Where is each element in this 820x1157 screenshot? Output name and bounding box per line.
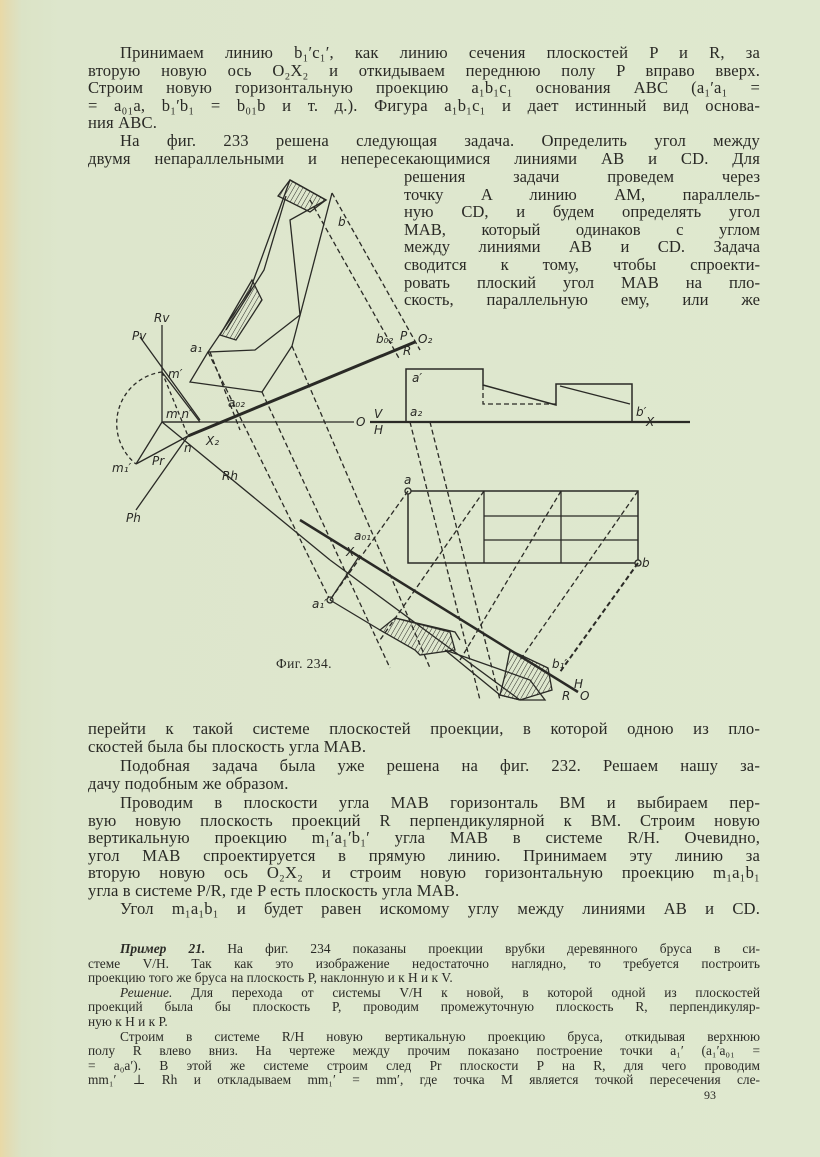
- label-H: H: [374, 423, 384, 437]
- example-title: Пример 21.: [120, 941, 206, 956]
- label-b02: b₀₂: [376, 332, 394, 346]
- figure-caption: Фиг. 234.: [276, 656, 332, 671]
- label-x-small: X: [346, 545, 355, 559]
- paragraph-5: [88, 900, 760, 918]
- text-line: полу R влево вниз. На чертеже между прочим показано построение точки a₁′ (a₁′a₀₁ =: [88, 1043, 760, 1059]
- solution-title: Решение.: [120, 984, 173, 1000]
- label-b1-prime: b₁′: [552, 657, 568, 671]
- text-line: Угол m₁a₁b₁ и будет равен искомому углу между линиями AB и CD.: [120, 899, 760, 918]
- label-Pv: Pv: [132, 329, 147, 343]
- text-line: ную к H и к P.: [88, 1013, 168, 1029]
- text-line: Проводим в плоскости угла MAB горизонталь BM и выбираем пер-: [120, 793, 760, 812]
- label-m1-prime: m₁′: [112, 461, 132, 475]
- paragraph-3: [88, 757, 760, 792]
- example-21: [88, 942, 760, 1088]
- text-line: решения задачи проведем через: [404, 167, 760, 186]
- text-line: ровать плоский угол MAB на пло-: [404, 272, 760, 292]
- label-n: n: [184, 441, 192, 455]
- text-line: MAB, который одинаков с углом: [404, 219, 760, 239]
- label-mn: m n′: [166, 407, 192, 421]
- label-P: P: [400, 329, 408, 343]
- text-line: На фиг. 233 решена следующая задача. Определить угол между: [120, 131, 760, 150]
- label-Ph: Ph: [126, 511, 141, 525]
- label-Rv: Rv: [154, 311, 170, 325]
- label-b-lower: b: [642, 556, 650, 570]
- text-line: = a₀₁a, b₁′b₁ = b₀₁b и т. д.). Фигура a₁b₁c₁ и дает истинный вид основа-: [88, 95, 760, 115]
- label-O: O: [356, 415, 366, 429]
- text-line: между линиями AB и CD. Задача: [404, 237, 760, 257]
- label-V: V: [374, 407, 383, 421]
- text-line: сводится к тому, чтобы спроекти-: [404, 254, 760, 274]
- label-a: a: [404, 473, 412, 487]
- text-line: Строим новую горизонтальную проекцию a₁b₁c₁ основания ABC (a₁′a₁ =: [88, 78, 760, 98]
- text-line: угол MAB спроектируется в прямую линию. Принимаем эту линию за: [88, 845, 760, 865]
- text-line: Строим в системе R/H новую вертикальную проекцию бруса, откидывая верхнюю: [120, 1028, 760, 1044]
- page-number: 93: [704, 1088, 716, 1102]
- label-b: b: [338, 215, 346, 229]
- text-line: ния ABC.: [88, 113, 158, 133]
- text-line: Принимаем линию b₁′c₁′, как линию сечения плоскостей P и R, за: [120, 43, 760, 62]
- label-a2: a₂: [410, 405, 423, 419]
- text-line: проекций была бы плоскость P, проводим промежуточную плоскость R, перпендикуляр-: [88, 999, 760, 1015]
- text-line: вторую новую ось O₂X₂ и строим новую горизонтальную проекцию m₁a₁b₁: [88, 863, 760, 883]
- text-line: Пример 21. На фиг. 234 показаны проекции врубки деревянного бруса в си-: [120, 941, 760, 956]
- label-a02: a₀₂: [228, 396, 245, 410]
- label-Pr: Pr: [152, 454, 165, 468]
- text-line: угла в системе P/R, где P есть плоскость угла MAB.: [88, 880, 460, 900]
- text-line: скостей была бы плоскость угла MAB.: [88, 736, 367, 756]
- text-line: Подобная задача была уже решена на фиг. 232. Решаем нашу за-: [120, 756, 760, 775]
- text-line: вторую новую ось O₂X₂ и откидываем переднюю полу P вправо вверх.: [88, 60, 760, 80]
- text-line: вертикальную проекцию m₁′a₁′b₁′ угла MAB в системе R/H. Очевидно,: [88, 828, 760, 848]
- paragraph-4: [88, 794, 760, 900]
- label-X: X: [646, 415, 655, 429]
- label-b-prime: b′: [636, 405, 647, 419]
- text-line: = a₀a′). В этой же системе строим след Pr плоскости P на R, для чего проводим: [88, 1057, 760, 1073]
- label-a01: a₀₁: [354, 529, 371, 543]
- text-line: проекцию того же бруса на плоскость P, наклонную и к H и к V.: [88, 970, 453, 986]
- label-a1: a₁: [190, 341, 203, 355]
- label-H-end: H: [574, 677, 584, 691]
- text-line: Решение. Для перехода от системы V/H к новой, в которой одной из плоскостей: [120, 984, 760, 1000]
- text-line: двумя непараллельными и непересекающимися линиями AB и CD. Для: [88, 148, 760, 168]
- label-R-end: R: [562, 689, 571, 703]
- paragraph-2-continued: [88, 720, 760, 755]
- label-Rh: Rh: [222, 469, 238, 483]
- text-line: дачу подобным же образом.: [88, 773, 289, 793]
- text-line: перейти к такой системе плоскостей проекции, в которой одною из пло-: [88, 719, 760, 738]
- text-line: ную CD, и будем определять угол: [404, 202, 760, 222]
- label-O-end: O: [580, 689, 590, 703]
- label-m-prime: m′: [168, 367, 183, 381]
- label-x2: X₂: [206, 434, 220, 448]
- text-line: скость, параллельную ему, или же: [404, 290, 760, 310]
- label-a1-prime: a₁′: [312, 597, 327, 611]
- label-a-prime: a′: [412, 371, 423, 385]
- text-line: mm₁′ ⊥ Rh и откладываем mm₁′ = mm′, где точка M является точкой пересечения сле-: [88, 1072, 760, 1088]
- label-O2: O₂: [418, 332, 433, 346]
- text-line: точку A линию AM, параллель-: [404, 184, 760, 204]
- text-line: вую новую плоскость проекций R перпендикулярной к BM. Строим новую: [88, 810, 760, 830]
- label-R: R: [403, 344, 412, 358]
- text-line: стеме V/H. Так как это изображение недостаточно наглядно, то требуется построить: [88, 955, 760, 971]
